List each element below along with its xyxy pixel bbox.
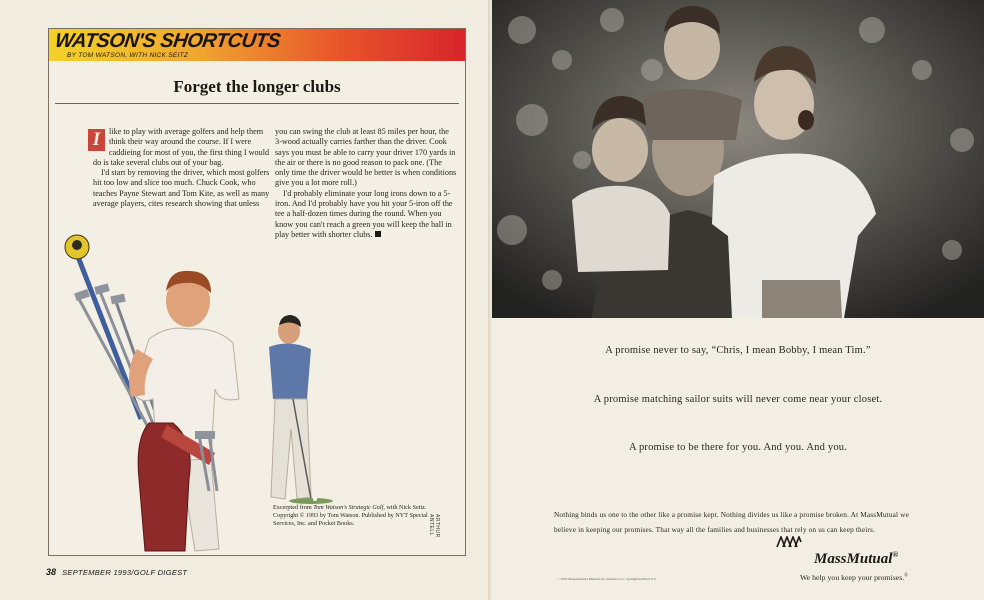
tagline-mark: ®: [904, 573, 908, 579]
credit-rest: with Nick Seitz. Copyright © 1993 by Tom Watson. Published by NYT Special Services, Inc. and Pocket Books.: [273, 504, 428, 527]
credit-prefix: Excerpted from: [273, 504, 314, 511]
end-mark-icon: [375, 231, 381, 237]
article-column-2: [275, 127, 457, 240]
brand-mark: ®: [892, 550, 899, 559]
brand-text: MassMutual: [814, 551, 893, 567]
page-folio: [46, 567, 187, 577]
promise-line-2: A promise matching sailor suits will never come near your closet.: [593, 394, 883, 405]
brand-name: [814, 550, 898, 568]
byline: BY TOM WATSON, WITH NICK SEITZ: [67, 52, 189, 59]
promise-line-1: A promise never to say, “Chris, I mean Bobby, I mean Tim.”: [605, 345, 871, 356]
right-page-ad: [492, 0, 984, 600]
folio-text: SEPTEMBER 1993/GOLF DIGEST: [62, 568, 188, 577]
left-page: [0, 0, 490, 600]
drop-cap: I: [88, 129, 105, 151]
shortcuts-banner: [49, 29, 465, 61]
article-box: [48, 28, 466, 556]
tagline-text: We help you keep your promises.: [800, 573, 905, 582]
excerpt-credit: [273, 504, 429, 528]
paragraph-text: like to play with average golfers and help them think their way around the course. If I were caddieing for most of you, the first thing I would do is take several clubs out of your bag.: [93, 127, 270, 167]
paragraph: I'd start by removing the driver, which most golfers hit too low and slice too much. Chuck Cook, who teaches Payne Stewart and Tom Kite, as well as many average players, cites research showing that unless: [93, 168, 270, 209]
promise-line-3: A promise to be there for you. And you. And you.: [628, 442, 848, 453]
family-photo: [492, 0, 984, 318]
article-title: Forget the longer clubs: [173, 77, 341, 96]
fineprint: ©1993 Massachusetts Mutual Life Insurance Co., Springfield MA 01111: [558, 577, 657, 581]
massmutual-logo-icon: [776, 536, 802, 548]
paragraph: you can swing the club at least 85 miles per hour, the 3-wood actually carries farther than the driver. Cook says you must be able to carry your driver 170 yards in the air or there is no good reason to pack one. (The only time the driver would be better is when conditions give you a lot more roll.): [275, 127, 457, 188]
artist-signature: ARTHUR ANTELL: [428, 514, 440, 538]
golfer-swinging: [269, 315, 333, 504]
golfer-with-bag: [65, 235, 239, 551]
paragraph-text: I'd probably eliminate your long irons down to a 5-iron. And I'd probably have you hit your 5-iron off the tee a half-dozen times during the round. When you know you can't reach a green you will keep the ball in play better with shorter clubs.: [275, 188, 453, 239]
tagline: [800, 573, 908, 582]
page-number: 38: [46, 567, 57, 577]
credit-book-title: Tom Watson's Strategic Golf,: [313, 504, 385, 511]
ad-body-copy: Nothing binds us one to the other like a promise kept. Nothing divides us like a promise broken. At MassMutual we believe in keeping our promises. That way all the families and businesses that rely on us can keep theirs.: [554, 510, 909, 534]
banner-title: WATSON'S SHORTCUTS: [53, 30, 282, 52]
article-column-1: [93, 127, 275, 209]
title-rule: [55, 103, 459, 104]
paragraph: [93, 127, 275, 168]
